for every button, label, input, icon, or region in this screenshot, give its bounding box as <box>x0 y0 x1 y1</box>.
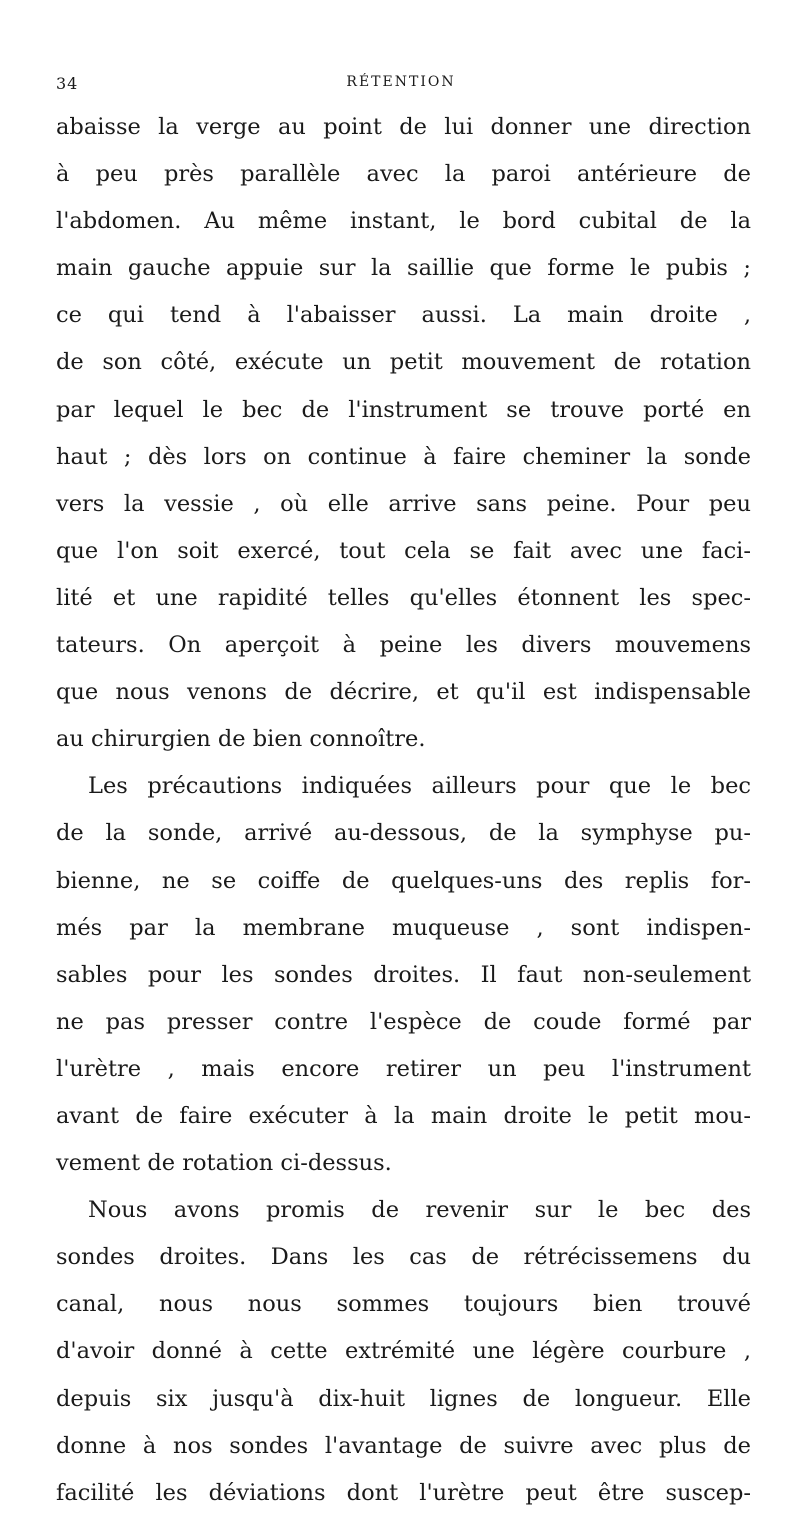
text-line: depuis six jusqu'à dix-huit lignes de longueur. Elle <box>56 1385 751 1412</box>
text-line: à peu près parallèle avec la paroi antérieure de <box>56 161 751 188</box>
text-line: canal, nous nous sommes toujours bien trouvé <box>56 1291 751 1318</box>
text-line: que l'on soit exercé, tout cela se fait avec une faci- <box>56 537 751 564</box>
text-line: lité et une rapidité telles qu'elles étonnent les spec- <box>56 584 751 611</box>
text-line: d'avoir donné à cette extrémité une légère courbure , <box>56 1338 751 1365</box>
text-line: haut ; dès lors on continue à faire cheminer la sonde <box>56 443 751 470</box>
paragraph-start-line: Les précautions indiquées ailleurs pour que le bec <box>88 773 751 800</box>
page-number: 34 <box>56 74 79 93</box>
text-line: bienne, ne se coiffe de quelques-uns des replis for- <box>56 867 751 894</box>
text-line: abaisse la verge au point de lui donner une direction <box>56 114 751 140</box>
text-line: facilité les déviations dont l'urètre peut être suscep- <box>56 1479 751 1506</box>
text-line: l'abdomen. Au même instant, le bord cubital de la <box>56 208 751 235</box>
paragraph-start-line: Nous avons promis de revenir sur le bec des <box>88 1197 751 1224</box>
paragraph-end-line: vement de rotation ci-dessus. <box>56 1150 392 1177</box>
text-line: més par la membrane muqueuse , sont indispen- <box>56 914 751 941</box>
text-line: l'urètre , mais encore retirer un peu l'instrument <box>56 1055 751 1082</box>
text-line: ce qui tend à l'abaisser aussi. La main droite , <box>56 302 751 329</box>
body-text <box>56 104 751 1517</box>
text-line: que nous venons de décrire, et qu'il est indispensable <box>56 679 751 706</box>
text-line: donne à nos sondes l'avantage de suivre avec plus de <box>56 1432 751 1459</box>
text-line: vers la vessie , où elle arrive sans peine. Pour peu <box>56 490 751 517</box>
running-title: RÉTENTION <box>346 74 456 90</box>
text-line: de la sonde, arrivé au-dessous, de la symphyse pu- <box>56 820 751 847</box>
paragraph-end-line: au chirurgien de bien connoître. <box>56 726 426 753</box>
text-line: sables pour les sondes droites. Il faut non-seulement <box>56 961 751 988</box>
running-head <box>56 74 746 100</box>
text-line: sondes droites. Dans les cas de rétrécissemens du <box>56 1244 751 1271</box>
text-line: de son côté, exécute un petit mouvement de rotation <box>56 349 751 376</box>
text-line: main gauche appuie sur la saillie que forme le pubis ; <box>56 255 751 282</box>
text-line: ne pas presser contre l'espèce de coude formé par <box>56 1008 751 1035</box>
text-line: par lequel le bec de l'instrument se trouve porté en <box>56 396 751 423</box>
text-line: tateurs. On aperçoit à peine les divers mouvemens <box>56 632 751 659</box>
text-line: avant de faire exécuter à la main droite le petit mou- <box>56 1102 751 1129</box>
